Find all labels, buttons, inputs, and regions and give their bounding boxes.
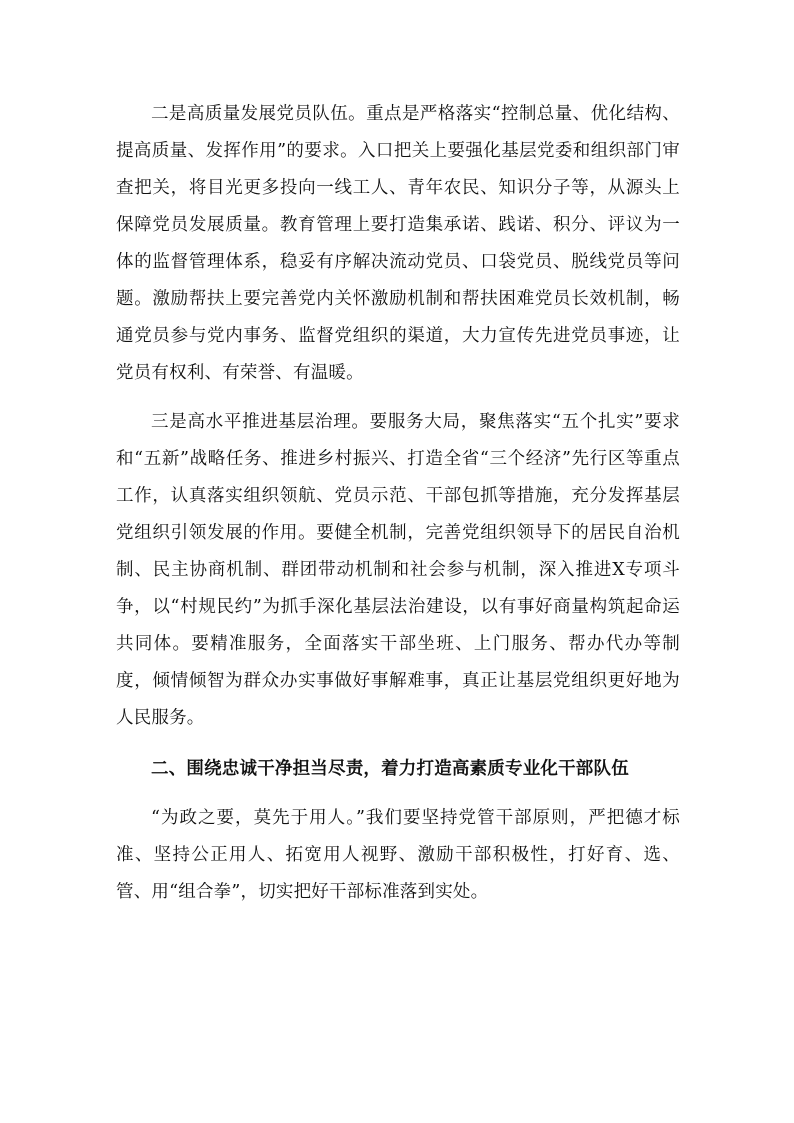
paragraph-party-members: 二是高质量发展党员队伍。重点是严格落实“控制总量、优化结构、提高质量、发挥作用”的要求。入口把关上要强化基层党委和组织部门审查把关，将目光更多投向一线工人、青年农民、知识分子等，从源头上保障党员发展质量。教育管理上要打造集承诺、践诺、积分、评议为一体的监督管理体系，稳妥有序解决流动党员、口袋党员、脱线党员等问题。激励帮扶上要完善党内关怀激励机制和帮扶困难党员长效机制，畅通党员参与党内事务、监督党组织的渠道，大力宣传先进党员事迹，让党员有权利、有荣誉、有温暖。 [116,104,680,383]
paragraph-grassroots-governance: 三是高水平推进基层治理。要服务大局，聚焦落实“五个扎实”要求和“五新”战略任务、推进乡村振兴、打造全省“三个经济”先行区等重点工作，认真落实组织领航、党员示范、干部包抓等措施，充分发挥基层党组织引领发展的作用。要健全机制，完善党组织领导下的居民自治机制、民主协商机制、群团带动机制和社会参与机制，深入推进X专项斗争，以“村规民约”为抓手深化基层法治建设，以有事好商量构筑起命运共同体。要精准服务，全面落实干部坐班、上门服务、帮办代办等制度，倾情倾智为群众办实事做好事解难事，真正让基层党组织更好地为人民服务。 [116,412,680,728]
section-heading: 二、围绕忠诚干净担当尽责，着力打造高素质专业化干部队伍 [151,759,629,779]
paragraph-cadre-selection: “为政之要，莫先于用人。”我们要坚持党管干部原则，严把德才标准、坚持公正用人、拓宽用人视野、激励干部积极性，打好育、选、管、用“组合拳”，切实把好干部标准落到实处。 [116,808,680,902]
document-page [116,96,680,911]
